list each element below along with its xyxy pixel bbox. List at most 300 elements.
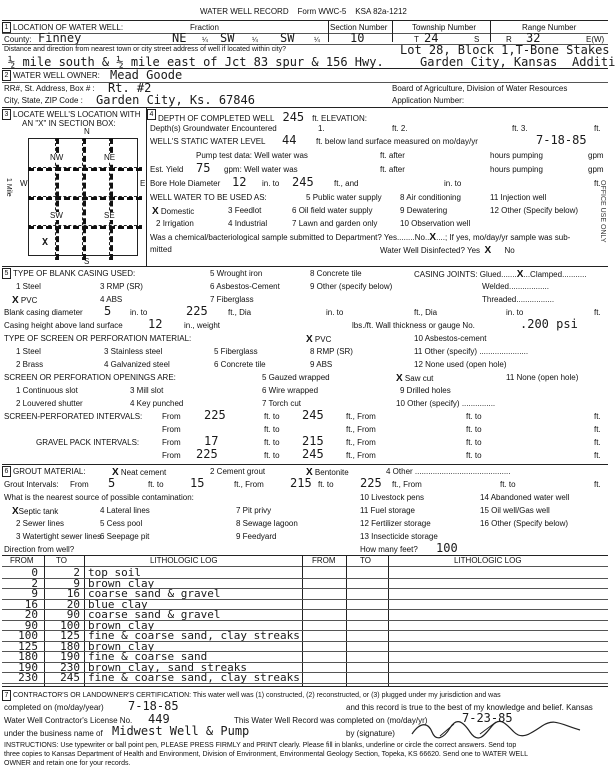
static-date: 7-18-85 [536,133,587,147]
instructions-1: INSTRUCTIONS: Use typewriter or ball point pen, PLEASE PRESS FIRMLY and PRINT clearly. Please fill in blanks, underline or circle the correct answers. Send top [4,742,517,749]
disinfected-text: Water Well Disinfected? Yes [380,246,481,255]
completed-label: completed on (mo/day/year) [4,703,104,712]
casing-1: 1 Steel [16,282,41,291]
contam-4: 4 Lateral lines [100,506,150,515]
log-litho-header: LITHOLOGIC LOG [150,556,218,565]
license-value: 449 [148,712,170,726]
screen-text: PVC [314,335,332,344]
north-label: N [84,127,90,136]
log-from: 0 [31,566,38,579]
chem-no: No [414,233,425,242]
perf-row2-ftto2: ft. to [466,425,482,434]
yield-label: Est. Yield [150,165,184,174]
perf-row2-ftto: ft. to [264,425,280,434]
range-ew: E(W) [586,35,605,44]
contam-12: 12 Fertilizer storage [360,519,431,528]
use-text: Domestic [160,207,195,216]
log-description: brown clay, sand streaks [88,660,247,674]
perf-ftto: ft. to [264,412,280,421]
contam-7: 7 Pit privy [236,506,272,515]
log-to: 90 [66,608,80,621]
grout-text: Other [392,467,413,476]
contam-text: Seepage pit [106,532,150,541]
pump-after: ft. after [380,151,405,160]
use-text: Other (Specify below) [501,206,579,215]
locate-label: LOCATE WELL'S LOCATION WITH [13,110,141,119]
contam-3: 3 Watertight sewer lines [16,532,102,541]
use-text: Injection well [500,193,547,202]
contam-11: 11 Fuel storage [360,506,415,515]
static-rest: ft. below land surface measured on mo/day/yr [316,137,478,146]
check-x: X [12,506,19,517]
license-label: Water Well Contractor's License No. [4,716,133,725]
grout-label: GROUT MATERIAL: [13,467,86,476]
south-label: S [84,257,90,266]
log-from: 190 [18,660,38,674]
form-title [200,8,407,16]
range-value: 32 [526,31,541,45]
perf-row2-ft: ft. [594,425,601,434]
use-1 [152,207,194,217]
contam-text: Other (Specify below) [491,519,569,528]
location-label: LOCATION OF WATER WELL: [13,23,124,32]
opening-8 [396,374,433,384]
ksa-number: KSA 82a-1212 [355,7,407,16]
section-number-4: 4 [147,109,156,120]
pump-gpm: gpm [588,151,604,160]
depth-row [158,111,367,123]
use-num: 10 [400,219,409,228]
lot-text: Lot 28, Block 1,T-Bone Stakes [400,43,610,57]
county-label: County: [4,35,32,44]
diam-ft: ft. [594,308,601,317]
diam-value: 5 [104,304,112,318]
gw-3: ft. 3. [512,124,528,133]
use-12 [490,207,578,215]
use-num: 2 [156,219,161,228]
grout-text: Cement grout [216,467,266,476]
section-number-6: 6 [2,466,11,477]
opening-6: 6 Wire wrapped [262,386,319,395]
quarter-symbol: ¼ [252,37,258,44]
use-6 [292,207,373,215]
perf-label: SCREEN-PERFORATED INTERVALS: [4,412,143,421]
use-num: 9 [400,206,405,215]
gravel-label: GRAVEL PACK INTERVALS: [36,438,140,447]
screen-text: RMP (SR) [316,347,353,356]
use-text: Industrial [234,219,268,228]
grout-ft: ft. [594,480,601,489]
opening-text: Key punched [136,399,184,408]
gravel2-ftto2: ft. to [466,451,482,460]
completed-date: 7-18-85 [128,699,179,713]
log-description: fine & coarse sand, clay streaks [88,671,300,684]
quarter-symbol: ¼ [314,37,320,44]
opening-7: 7 Torch cut [262,399,301,408]
grout-text: Neat cement [120,468,167,477]
casing-text: Fiberglass [216,295,254,304]
contam-1 [12,507,58,517]
record-label: This Water Well Record was completed on (mo/day/yr) [234,716,428,725]
use-2 [156,220,194,228]
screen-8: 8 RMP (SR) [310,347,353,356]
use-text: Irrigation [162,219,194,228]
contam-text: Sewage lagoon [242,519,298,528]
log-to: 2 [73,566,80,579]
opening-10: 10 Other (specify) ............... [396,399,496,408]
owner-label: WATER WELL OWNER: [13,71,100,80]
range-r: R [506,35,512,44]
casing-4: 4 ABS [100,295,123,304]
clamped-text: Clamped [530,270,563,279]
gw-2: ft. 2. [392,124,408,133]
fraction-label: Fraction [190,23,219,32]
height-weight: in., weight [184,321,221,330]
log-to: 20 [66,597,80,611]
log-to: 230 [60,660,80,674]
contam-9: 9 Feedyard [236,532,277,541]
section-number-5: 5 [2,268,11,279]
screen-3: 3 Stainless steel [104,347,163,356]
business-label: under the business name of [4,729,103,738]
lot-city: Garden City, Kansas [420,55,558,69]
screen-6: 6 Concrete tile [214,360,266,369]
contam-text: Cess pool [106,519,143,528]
use-num: 5 [306,193,311,202]
contam-text: Sewer lines [22,519,65,528]
contam-text: Insecticide storage [371,532,438,541]
casing-text: Steel [22,282,41,291]
township-s: S [474,35,480,44]
opening-text: Saw cut [404,374,434,383]
opening-text: Continuous slot [22,386,78,395]
locate-label-2: AN "X" IN SECTION BOX: [22,119,116,128]
cert-text: CONTRACTOR'S OR LANDOWNER'S CERTIFICATION: This water well was (1) constructed, (2) reconstructed, or (3) plugged under my jurisdiction and was [13,692,501,699]
diam-label: Blank casing diameter [4,308,83,317]
contam-15: 15 Oil well/Gas well [480,506,550,515]
quarter-3: SW [280,31,295,45]
signature-mark [410,718,590,740]
gravel2-ftto: ft. to [264,451,280,460]
yield-rest: gpm: Well water was [224,165,298,174]
casing-text: Other (specify below) [316,282,393,291]
joints-text: CASING JOINTS: Glued [414,270,502,279]
log-to: 100 [60,618,80,632]
bore-in-to: in. to [444,179,462,188]
section-label: Section Number [330,23,388,32]
address-value: Rt. #2 [108,81,152,95]
contam-8: 8 Sewage lagoon [236,519,298,528]
screen-text: Other (specify) [424,347,477,356]
opening-4: 4 Key punched [130,399,184,408]
opening-text: Mill slot [136,386,164,395]
screen-2: 2 Brass [16,360,44,369]
howmany-label: How many feet? [360,545,418,554]
log-to: 125 [60,629,80,642]
business-name: Midwest Well & Pump [112,724,250,738]
screen-11: 11 Other (specify) ...................... [414,347,529,356]
log-description: coarse sand & gravel [88,608,221,621]
check-x: X [516,269,524,280]
direction-label: Direction from well? [4,545,75,554]
township-label: Township Number [412,23,477,32]
west-label: W [20,179,28,188]
log-description: fine & coarse sand, clay streaks [88,629,300,642]
openings-label: SCREEN OR PERFORATION OPENINGS ARE: [4,373,176,382]
log-from: 180 [18,650,38,663]
log-from-header: FROM [10,556,34,565]
quarter-1: NE [172,31,187,45]
well-location-mark: X [42,237,49,248]
bore-and: ft., and [334,179,359,188]
grout-ftto3: ft. to [500,480,516,489]
use-10 [400,220,470,228]
se-label: SE [104,211,115,220]
grout-from: From [70,480,89,489]
section-value: 10 [350,31,365,45]
chem-rest: ; If yes, mo/day/yr sample was sub- [444,233,571,242]
gravel2-to: 245 [302,447,324,461]
opening-text: Gauzed wrapped [268,373,330,382]
use-text: Air conditioning [406,193,461,202]
grout-3 [306,468,349,478]
log-description: blue clay [88,597,148,611]
instructions-3: OWNER and retain one for your records. [4,760,131,767]
form-number: Form WWC-5 [297,7,347,16]
contam-14: 14 Abandoned water well [480,493,570,502]
gravel-ftto: ft. to [264,438,280,447]
screen-text: Fiberglass [220,347,258,356]
gravel-ft: ft. [594,438,601,447]
diam-in: in. to [130,308,148,317]
groundwater-label: Depth(s) Groundwater Encountered [150,124,277,133]
opening-3: 3 Mill slot [130,386,164,395]
screen-9: 9 ABS [310,360,333,369]
yield-value: 75 [196,161,211,175]
casing-8: 8 Concrete tile [310,269,362,278]
signature-label: by (signature) [346,729,395,738]
screen-10: 10 Asbestos-cement [414,334,487,343]
gravel1-to: 215 [302,434,324,448]
gravel-from-label: From [162,438,181,447]
use-11 [490,194,546,202]
gravel2-from: 225 [196,447,218,461]
contam-text: Lateral lines [106,506,150,515]
opening-text: Wire wrapped [268,386,319,395]
log-description: fine & coarse sand [88,650,208,663]
log-from: 16 [24,597,38,611]
grout-text: Bentonite [314,468,349,477]
yield-after: ft. after [380,165,405,174]
log-from: 230 [18,671,38,684]
grout-1 [112,468,166,478]
screen-text: ABS [316,360,333,369]
distance-label: Distance and direction from nearest town or city street address of well if located within city? [4,46,287,53]
use-label: WELL WATER TO BE USED AS: [150,193,267,202]
joints-row: CASING JOINTS: Glued.......X...Clamped........... [414,269,587,280]
casing-2 [12,296,37,306]
diam-ftdia: ft., Dia [228,308,252,317]
log-litho-header-2: LITHOLOGIC LOG [454,556,522,565]
screen-7 [306,335,331,345]
casing-5: 5 Wrought iron [210,269,263,278]
log-description: brown clay [88,576,155,590]
sw-label: SW [50,211,63,220]
check-x: X [429,232,437,243]
screen-1: 1 Steel [16,347,41,356]
diam-to-value: 225 [186,304,208,318]
board-label: Board of Agriculture, Division of Water Resources [392,84,568,93]
gauge-value: .200 psi [520,317,578,331]
gw-ft: ft. [594,124,601,133]
screen-text: Steel [22,347,41,356]
log-to-header-2: TO [360,556,371,565]
chem-text: Was a chemical/bacteriological sample submitted to Department? Yes [150,233,397,242]
screen-text: None used (open hole) [425,360,507,369]
check-x: X [152,206,159,217]
perf-from-value: 225 [204,408,226,422]
log-from: 90 [24,618,38,632]
range-label: Range Number [522,23,577,32]
log-to-header: TO [56,556,67,565]
use-3 [228,207,261,215]
grout-ftto: ft. to [148,480,164,489]
contam-text: Feedyard [242,532,277,541]
perf-row2-from: From [162,425,181,434]
use-text: Public water supply [312,193,382,202]
opening-11: 11 None (open hole) [506,373,579,382]
perf-row2-from2: ft., From [346,425,376,434]
pump-hours: hours pumping [490,151,543,160]
gravel1-from: 17 [204,434,219,448]
disinfected-no: No [504,246,515,255]
perf-from-label: From [162,412,181,421]
opening-text: Drilled holes [406,386,451,395]
yield-gpm: gpm [588,165,604,174]
ne-label: NE [104,153,116,162]
casing-3: 3 RMP (SR) [100,282,143,291]
casing-9: 9 Other (specify below) [310,282,393,291]
log-from: 20 [24,608,38,621]
screen-label: TYPE OF SCREEN OR PERFORATION MATERIAL: [4,334,192,343]
diam-ftdia2: ft., Dia [414,308,438,317]
log-from: 100 [18,629,38,642]
screen-text: Stainless steel [110,347,163,356]
opening-text: Louvered shutter [22,399,83,408]
threaded-text: Threaded [482,295,517,304]
contam-6: 6 Seepage pit [100,532,150,541]
elevation-label: ft. ELEVATION: [312,114,367,123]
mile-label: 1 Mile [5,178,12,197]
grout-i2-to: 225 [360,476,382,490]
use-4 [228,220,267,228]
mitted-label: mitted [150,245,172,254]
bore-value: 12 [232,175,247,189]
perf-ft: ft. [594,412,601,421]
county-value: Finney [38,31,82,45]
use-num: 11 [490,193,499,202]
contam-16: 16 Other (Specify below) [480,519,569,528]
opening-9: 9 Drilled holes [400,386,451,395]
gravel2-ft: ft. [594,451,601,460]
section-number-2: 2 [2,70,11,81]
gravel2-from2: ft., From [346,451,376,460]
casing-6: 6 Asbestos-Cement [210,282,280,291]
city-label: City, State, ZIP Code : [4,96,83,105]
office-use-note: OFFICE USE ONLY [599,180,606,243]
screen-text: Galvanized steel [110,360,170,369]
contam-label: What is the nearest source of possible contamination: [4,493,194,502]
nw-label: NW [50,153,64,162]
use-num: 6 [292,206,297,215]
screen-5: 5 Fiberglass [214,347,258,356]
casing-label: TYPE OF BLANK CASING USED: [13,269,136,278]
section-number-3: 3 [2,109,11,120]
use-5 [306,194,382,202]
contam-text: Watertight sewer lines [22,532,102,541]
disinfected-row [380,246,515,256]
gravel-from2: ft., From [346,438,376,447]
opening-text: Torch cut [268,399,301,408]
opening-text: Other (specify) [407,399,460,408]
title-text: WATER WELL RECORD [200,7,289,16]
quarter-2: SW [220,31,235,45]
owner-name: Mead Goode [110,68,183,82]
casing-text: Concrete tile [316,269,362,278]
height-lbs: lbs./ft. Wall thickness or gauge No. [352,321,475,330]
bore-in: in. to [262,179,280,188]
use-text: Oil field water supply [298,206,373,215]
address-label: RR#, St. Address, Box # : [4,84,95,93]
check-x: X [306,334,313,345]
threaded-row: Threaded................. [482,295,555,304]
contam-text: Oil well/Gas well [491,506,550,515]
use-9 [400,207,447,215]
instructions-2: three copies to Kansas Department of Health and Environment, Division of Environment, Environmental Geology Section, Topeka, KS 66620. Send one to WATER WELL [4,751,528,758]
log-to: 9 [73,576,80,590]
use-num: 8 [400,193,405,202]
perf-ftto2: ft. to [466,412,482,421]
use-text: Observation well [411,219,471,228]
opening-text: None (open hole) [516,373,579,382]
static-label: WELL'S STATIC WATER LEVEL [150,137,266,146]
depth-label: DEPTH OF COMPLETED WELL [158,114,275,123]
grout-4: 4 Other ........................................... [386,467,511,476]
record-date: 7-23-85 [462,711,513,725]
grout-ftfrom: ft., From [234,480,264,489]
city-value: Garden City, Ks. 67846 [96,93,255,107]
gravel-ftto2: ft. to [466,438,482,447]
east-label: E [140,179,146,188]
yield-hours: hours pumping [490,165,543,174]
use-num: 12 [490,206,499,215]
diam-in3: in. to [506,308,524,317]
static-value: 44 [282,133,297,147]
gw-1: 1. [318,124,325,133]
check-x: X [484,245,492,256]
opening-5: 5 Gauzed wrapped [262,373,330,382]
casing-7: 7 Fiberglass [210,295,254,304]
feet-value: 100 [436,541,458,555]
casing-text: Wrought iron [216,269,263,278]
grout-ftto2: ft. to [318,480,334,489]
use-8 [400,194,461,202]
contam-text: Pit privy [242,506,272,515]
log-to: 16 [66,587,80,600]
true-text: and this record is true to the best of my knowledge and belief. Kansas [346,703,593,712]
gravel2-from-label: From [162,451,181,460]
log-from: 9 [31,587,38,600]
